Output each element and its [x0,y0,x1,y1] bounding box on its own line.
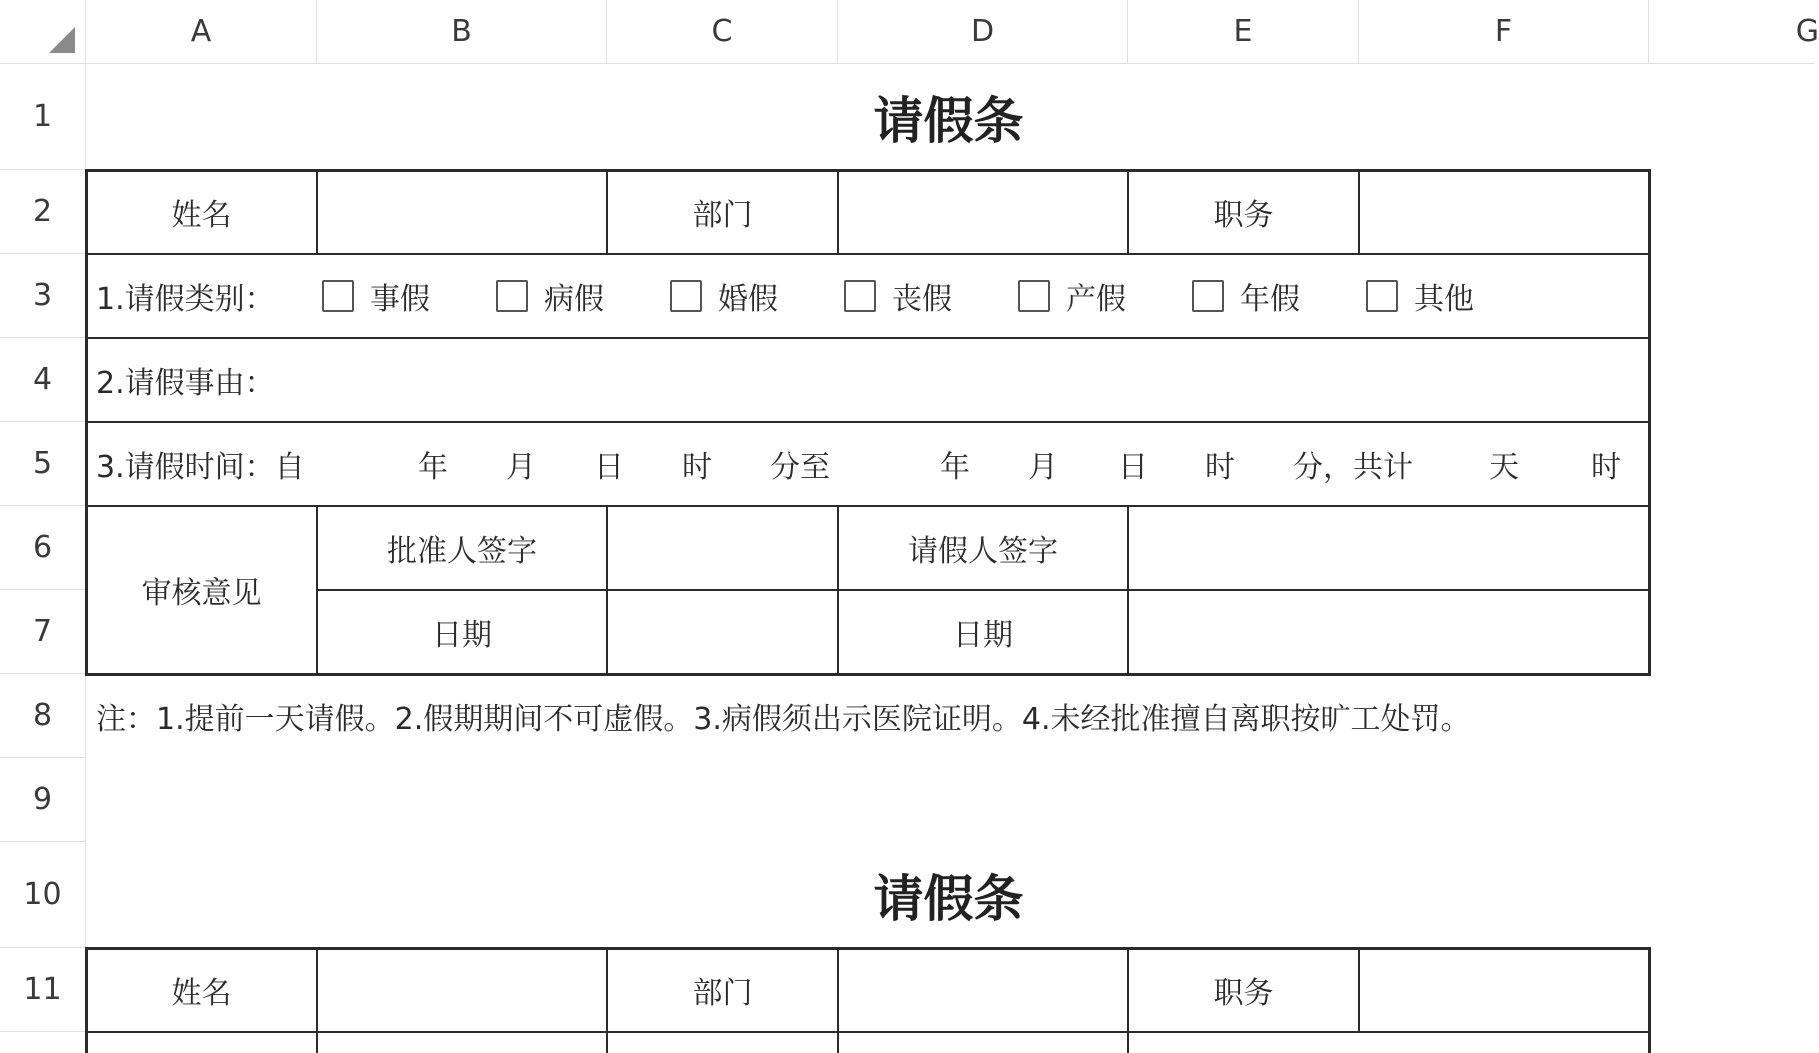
option-other-leave: 其他 [1414,282,1474,317]
form2-name-label[interactable]: 姓名 [171,976,232,1011]
form1-approver-label[interactable]: 批准人签字 [387,534,537,569]
row-header-5[interactable]: 5 [0,422,86,506]
checkbox-personal-leave[interactable] [322,280,354,312]
column-header-a[interactable]: A [86,0,317,64]
form1-approver-value[interactable] [607,506,838,590]
border [1358,948,1360,1032]
time-total-hours: 时 [1591,450,1621,485]
row-header-12[interactable] [0,1032,86,1053]
form1-applicant-value[interactable] [1128,506,1649,590]
form1-time-label[interactable]: 3.请假时间：自 [96,450,305,485]
form1-date-value-1[interactable] [607,590,838,674]
form2-title-text: 请假条 [873,870,1024,928]
time-from-hour: 时 [682,450,712,485]
border [85,169,88,676]
form1-date-value-2[interactable] [1128,590,1649,674]
form1-position-label[interactable]: 职务 [1213,198,1274,233]
column-header-f[interactable]: F [1359,0,1649,64]
time-to-month: 月 [1028,450,1058,485]
row-header-1[interactable]: 1 [0,64,86,170]
border [316,506,318,674]
border [606,170,608,254]
form2-position-label[interactable]: 职务 [1213,976,1274,1011]
border [85,947,88,1053]
border [85,947,1650,950]
time-from-year: 年 [418,450,448,485]
select-all-corner[interactable] [0,0,86,64]
form1-date-label-2[interactable]: 日期 [953,618,1013,653]
border [316,170,318,254]
border [86,337,1649,339]
select-all-icon [49,27,75,53]
form1-dept-label[interactable]: 部门 [692,198,753,233]
form1-applicant-label[interactable]: 请假人签字 [908,534,1058,569]
column-header-c[interactable]: C [607,0,838,64]
row-header-2[interactable]: 2 [0,170,86,254]
border [837,506,839,674]
form1-title[interactable] [86,64,1721,170]
form1-position-value[interactable] [1359,170,1649,254]
form2-name-value[interactable] [317,948,607,1032]
time-from-day: 日 [594,450,624,485]
border [1127,948,1129,1053]
border [1358,170,1360,254]
border [837,948,839,1053]
row-header-10[interactable]: 10 [0,842,86,948]
border [86,253,1649,255]
option-sick-leave: 病假 [544,282,604,317]
border [85,673,1650,676]
option-marriage-leave: 婚假 [718,282,778,317]
row-header-11[interactable]: 11 [0,948,86,1032]
time-to-day: 日 [1118,450,1148,485]
row-header-3[interactable]: 3 [0,254,86,338]
form2-dept-value[interactable] [838,948,1128,1032]
border [1648,947,1651,1053]
form2-position-value[interactable] [1359,948,1649,1032]
form2-title[interactable] [86,842,1721,948]
time-to-minute-total: 分，共计 [1293,450,1413,485]
border [316,948,318,1053]
column-header-g-label: G [1795,14,1819,49]
option-personal-leave: 事假 [370,282,430,317]
form1-title-text: 请假条 [873,92,1024,150]
form1-name-value[interactable] [317,170,607,254]
column-header-b[interactable]: B [317,0,607,64]
row-header-7[interactable]: 7 [0,590,86,674]
border [606,948,608,1053]
checkbox-sick-leave[interactable] [496,280,528,312]
column-header-e[interactable]: E [1128,0,1359,64]
time-to-year: 年 [940,450,970,485]
form1-date-label-1[interactable]: 日期 [432,618,492,653]
column-header-d[interactable]: D [838,0,1128,64]
form1-category-label[interactable]: 1.请假类别： [96,282,275,317]
row-header-8[interactable]: 8 [0,674,86,758]
form1-reason-row[interactable] [96,338,1646,422]
option-maternity-leave: 产假 [1066,282,1126,317]
border [606,506,608,674]
border [837,170,839,254]
border [85,169,1650,172]
form1-name-label[interactable]: 姓名 [171,198,232,233]
form1-note[interactable]: 注：1.提前一天请假。2.假期期间不可虚假。3.病假须出示医院证明。4.未经批准擅自离职按旷工处罚。 [96,702,1471,737]
border [86,505,1649,507]
checkbox-bereavement-leave[interactable] [844,280,876,312]
column-header-g[interactable] [1649,0,1819,64]
time-from-minute-to: 分至 [770,450,830,485]
form1-dept-value[interactable] [838,170,1128,254]
form1-review-label[interactable]: 审核意见 [141,576,262,611]
border [1127,506,1129,674]
option-bereavement-leave: 丧假 [892,282,952,317]
border [86,421,1649,423]
border [1648,169,1651,676]
checkbox-maternity-leave[interactable] [1018,280,1050,312]
border [86,1031,1649,1033]
row-header-4[interactable]: 4 [0,338,86,422]
form2-dept-label[interactable]: 部门 [692,976,753,1011]
border [317,589,1649,591]
form1-reason-label: 2.请假事由： [96,366,275,401]
checkbox-marriage-leave[interactable] [670,280,702,312]
time-total-days: 天 [1489,450,1519,485]
checkbox-annual-leave[interactable] [1192,280,1224,312]
row-header-6[interactable]: 6 [0,506,86,590]
border [1127,170,1129,254]
time-to-hour: 时 [1205,450,1235,485]
option-annual-leave: 年假 [1240,282,1300,317]
time-from-month: 月 [506,450,536,485]
checkbox-other-leave[interactable] [1366,280,1398,312]
row-header-9[interactable]: 9 [0,758,86,842]
